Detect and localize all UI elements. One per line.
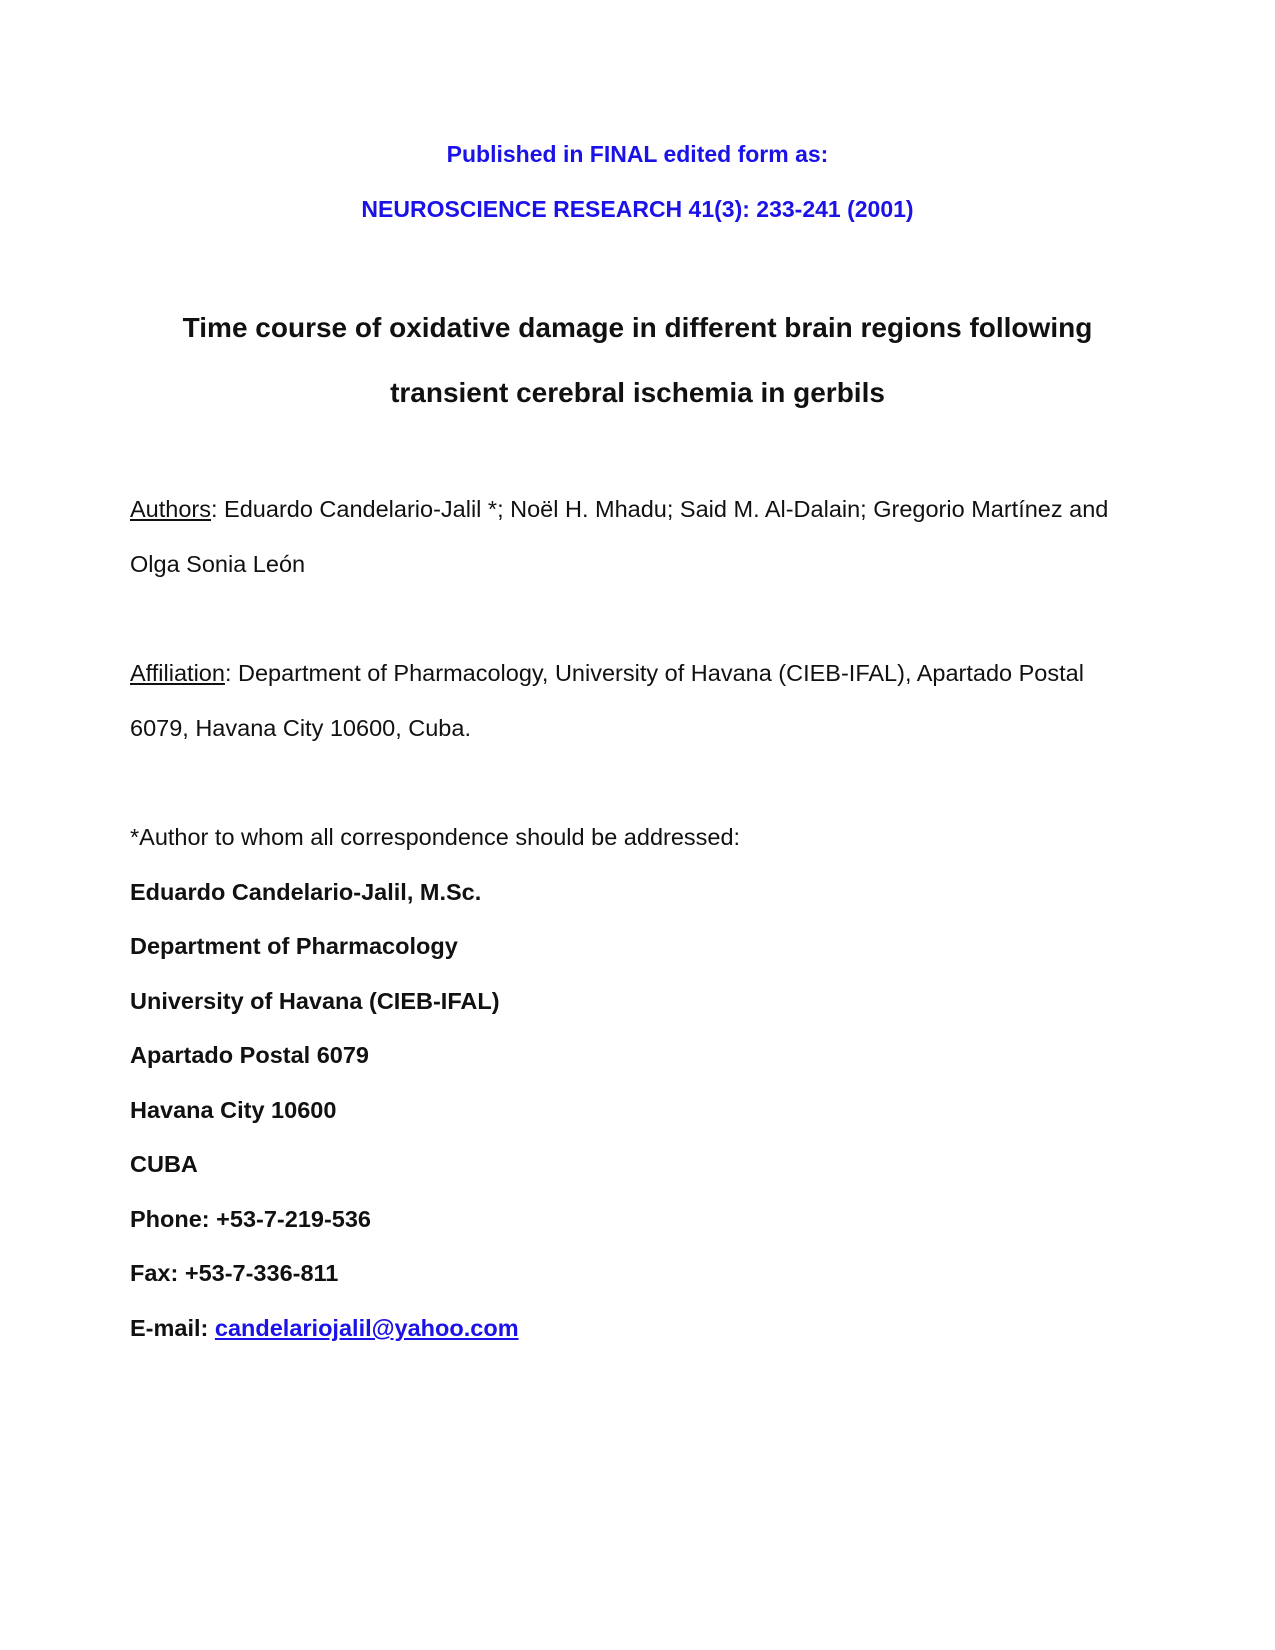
correspondent-department: Department of Pharmacology: [130, 933, 458, 959]
correspondent-university: University of Havana (CIEB-IFAL): [130, 988, 500, 1014]
affiliation-line-2: 6079, Havana City 10600, Cuba.: [130, 715, 471, 741]
publication-note: Published in FINAL edited form as:: [446, 141, 829, 167]
correspondent-name: Eduardo Candelario-Jalil, M.Sc.: [130, 879, 482, 905]
email-label: E-mail:: [130, 1315, 215, 1341]
affiliation-label: Affiliation: [130, 660, 225, 686]
paper-title-line-2: transient cerebral ischemia in gerbils: [390, 377, 885, 408]
correspondent-fax: Fax: +53-7-336-811: [130, 1260, 339, 1286]
paper-title-line-1: Time course of oxidative damage in different brain regions following: [182, 312, 1093, 343]
authors-names: : Eduardo Candelario-Jalil *; Noël H. Mhadu; Said M. Al-Dalain; Gregorio Martínez and: [211, 496, 1109, 522]
correspondent-email-line: [130, 1315, 519, 1342]
correspondent-city: Havana City 10600: [130, 1097, 337, 1123]
correspondent-country: CUBA: [130, 1151, 198, 1177]
authors-line-2: Olga Sonia León: [130, 551, 306, 577]
authors-label: Authors: [130, 496, 211, 522]
authors-line-1: [130, 496, 1108, 523]
correspondence-intro: *Author to whom all correspondence should be addressed:: [130, 824, 741, 850]
affiliation-line-1: [130, 660, 1084, 687]
email-link[interactable]: candelariojalil@yahoo.com: [214, 1315, 519, 1341]
journal-citation: NEUROSCIENCE RESEARCH 41(3): 233-241 (2001): [361, 196, 914, 222]
affiliation-text: : Department of Pharmacology, University of Havana (CIEB-IFAL), Apartado Postal: [224, 660, 1084, 686]
correspondent-postal: Apartado Postal 6079: [130, 1042, 370, 1068]
correspondent-phone: Phone: +53-7-219-536: [130, 1206, 371, 1232]
